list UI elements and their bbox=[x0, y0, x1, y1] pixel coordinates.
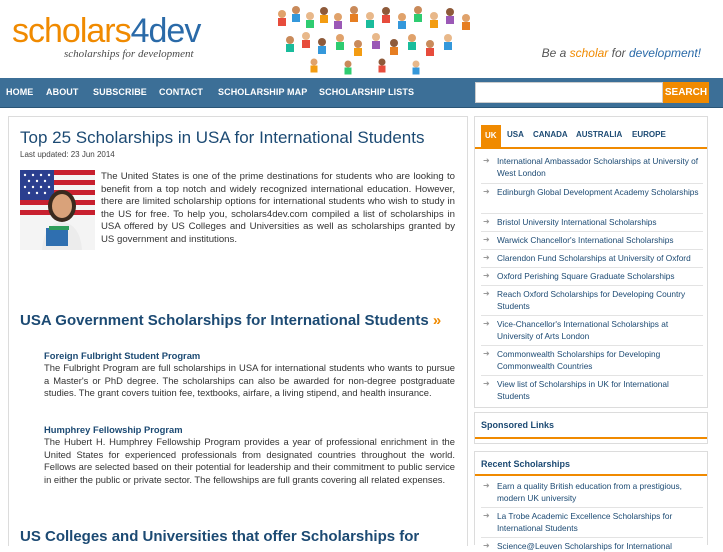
humphrey-title[interactable]: Humphrey Fellowship Program bbox=[44, 424, 183, 435]
list-item-label: Bristol University International Scholarships bbox=[497, 217, 657, 227]
arrow-bullet-icon: ➜ bbox=[483, 156, 490, 165]
list-item-label: Vice-Chancellor's International Scholarships at University of Arts London bbox=[497, 319, 669, 341]
tab-usa[interactable]: USA bbox=[507, 130, 524, 139]
site-logo[interactable] bbox=[12, 12, 201, 60]
nav-about[interactable]: ABOUT bbox=[46, 87, 79, 97]
arrow-bullet-icon: ➜ bbox=[483, 289, 490, 298]
list-item-label: Warwick Chancellor's International Scholarships bbox=[497, 235, 674, 245]
nav-home[interactable]: HOME bbox=[6, 87, 34, 97]
tab-uk[interactable]: UK bbox=[481, 125, 501, 147]
recent-scholarships-title: Recent Scholarships bbox=[481, 459, 571, 469]
site-header bbox=[0, 0, 723, 78]
arrow-bullet-icon: ➜ bbox=[483, 217, 490, 226]
sponsored-links-title: Sponsored Links bbox=[481, 420, 555, 430]
divider bbox=[481, 213, 703, 214]
divider bbox=[481, 267, 703, 268]
country-tabs bbox=[475, 117, 707, 149]
list-item-label: La Trobe Academic Excellence Scholarships for International Students bbox=[497, 511, 673, 533]
humphrey-description: The Hubert H. Humphrey Fellowship Program provides a year of professional enrichment in the United States for experienced professionals from designated countries throughout the world. Fellows are selected based on their potential for leadership and their commitment to public service in either the public or private sector. The fellowships are full grants covering all related expenses. bbox=[44, 436, 455, 485]
recent-scholarships-box bbox=[474, 451, 708, 551]
divider bbox=[481, 249, 703, 250]
arrow-bullet-icon: ➜ bbox=[483, 187, 490, 196]
arrow-bullet-icon: ➜ bbox=[483, 511, 490, 520]
arrow-bullet-icon: ➜ bbox=[483, 541, 490, 550]
list-item-label: International Ambassador Scholarships at University of West London bbox=[497, 156, 699, 178]
section-heading-us-government[interactable] bbox=[20, 312, 441, 329]
divider bbox=[481, 345, 703, 346]
double-arrow-icon: » bbox=[432, 312, 442, 329]
student-flag-photo bbox=[20, 170, 95, 250]
list-item-label: Reach Oxford Scholarships for Developing Country Students bbox=[497, 289, 686, 311]
divider bbox=[481, 183, 703, 184]
divider bbox=[481, 315, 703, 316]
divider bbox=[481, 507, 703, 508]
search-button[interactable]: SEARCH bbox=[663, 82, 709, 103]
arrow-bullet-icon: ➜ bbox=[483, 481, 490, 490]
article-intro: The United States is one of the prime destinations for students who are looking to benefit from a top notch and widely recognized international education. However, there are limited scholarship options for international students who wish to study in the US for free. To help you, scholars4dev.com compiled a list of scholarships in USA offered by US Colleges and Universities as well as scholarships granted by US government and institutions. bbox=[101, 171, 455, 245]
divider bbox=[481, 375, 703, 376]
fulbright-title[interactable]: Foreign Fulbright Student Program bbox=[44, 350, 201, 361]
logo-wordmark bbox=[12, 14, 200, 48]
list-item-label: Clarendon Fund Scholarships at University of Oxford bbox=[497, 253, 691, 263]
country-scholarships-widget bbox=[474, 116, 708, 408]
tab-australia[interactable]: AUSTRALIA bbox=[576, 130, 623, 139]
search-input[interactable] bbox=[475, 82, 663, 103]
tab-europe[interactable]: EUROPE bbox=[632, 130, 666, 139]
divider bbox=[481, 231, 703, 232]
nav-subscribe[interactable]: SUBSCRIBE bbox=[93, 87, 147, 97]
list-item-label: Commonwealth Scholarships for Developing Commonwealth Countries bbox=[497, 349, 661, 371]
last-updated: Last updated: 23 Jun 2014 bbox=[20, 150, 115, 159]
sponsored-links-box bbox=[474, 412, 708, 444]
divider bbox=[481, 285, 703, 286]
page-title: Top 25 Scholarships in USA for International Students bbox=[20, 128, 425, 147]
people-collage-banner bbox=[262, 2, 482, 76]
section-heading-text: USA Government Scholarships for International Students bbox=[20, 312, 429, 329]
nav-scholarship-map[interactable]: SCHOLARSHIP MAP bbox=[218, 87, 308, 97]
arrow-bullet-icon: ➜ bbox=[483, 271, 490, 280]
logo-part2: 4dev bbox=[130, 12, 201, 50]
arrow-bullet-icon: ➜ bbox=[483, 319, 490, 328]
tagline-highlight: scholar bbox=[569, 46, 609, 60]
list-item-label: Earn a quality British education from a prestigious, modern UK university bbox=[497, 481, 682, 503]
arrow-bullet-icon: ➜ bbox=[483, 253, 490, 262]
tagline-pre: Be a bbox=[541, 46, 570, 60]
box-title-rule bbox=[475, 437, 707, 439]
section-heading-us-colleges[interactable]: US Colleges and Universities that offer Scholarships for bbox=[20, 528, 420, 545]
tagline-mid: for bbox=[608, 46, 629, 60]
tab-canada[interactable]: CANADA bbox=[533, 130, 568, 139]
site-tagline bbox=[542, 46, 701, 60]
arrow-bullet-icon: ➜ bbox=[483, 235, 490, 244]
nav-contact[interactable]: CONTACT bbox=[159, 87, 204, 97]
arrow-bullet-icon: ➜ bbox=[483, 379, 490, 388]
list-item-label: View list of Scholarships in UK for International Students bbox=[497, 379, 669, 401]
logo-part1: scholars bbox=[12, 12, 131, 50]
divider bbox=[481, 537, 703, 538]
arrow-bullet-icon: ➜ bbox=[483, 349, 490, 358]
logo-subtitle: scholarships for development bbox=[64, 48, 194, 60]
nav-scholarship-lists[interactable]: SCHOLARSHIP LISTS bbox=[319, 87, 415, 97]
list-item-label: Science@Leuven Scholarships for International bbox=[497, 541, 672, 551]
tagline-highlight-2: development! bbox=[628, 46, 701, 60]
list-item-label: Oxford Perishing Square Graduate Scholarships bbox=[497, 271, 675, 281]
fulbright-description: The Fulbright Program are full scholarships in USA for international students who wants to pursue a Master's or PhD degree. The scholarships can also be awarded for non-degree postgraduate studies. The grant covers tuition fee, textbooks, airfare, a living stipend, and health insurance. bbox=[44, 362, 455, 399]
box-title-rule bbox=[475, 474, 707, 476]
list-item-label: Edinburgh Global Development Academy Scholarships bbox=[497, 187, 699, 197]
